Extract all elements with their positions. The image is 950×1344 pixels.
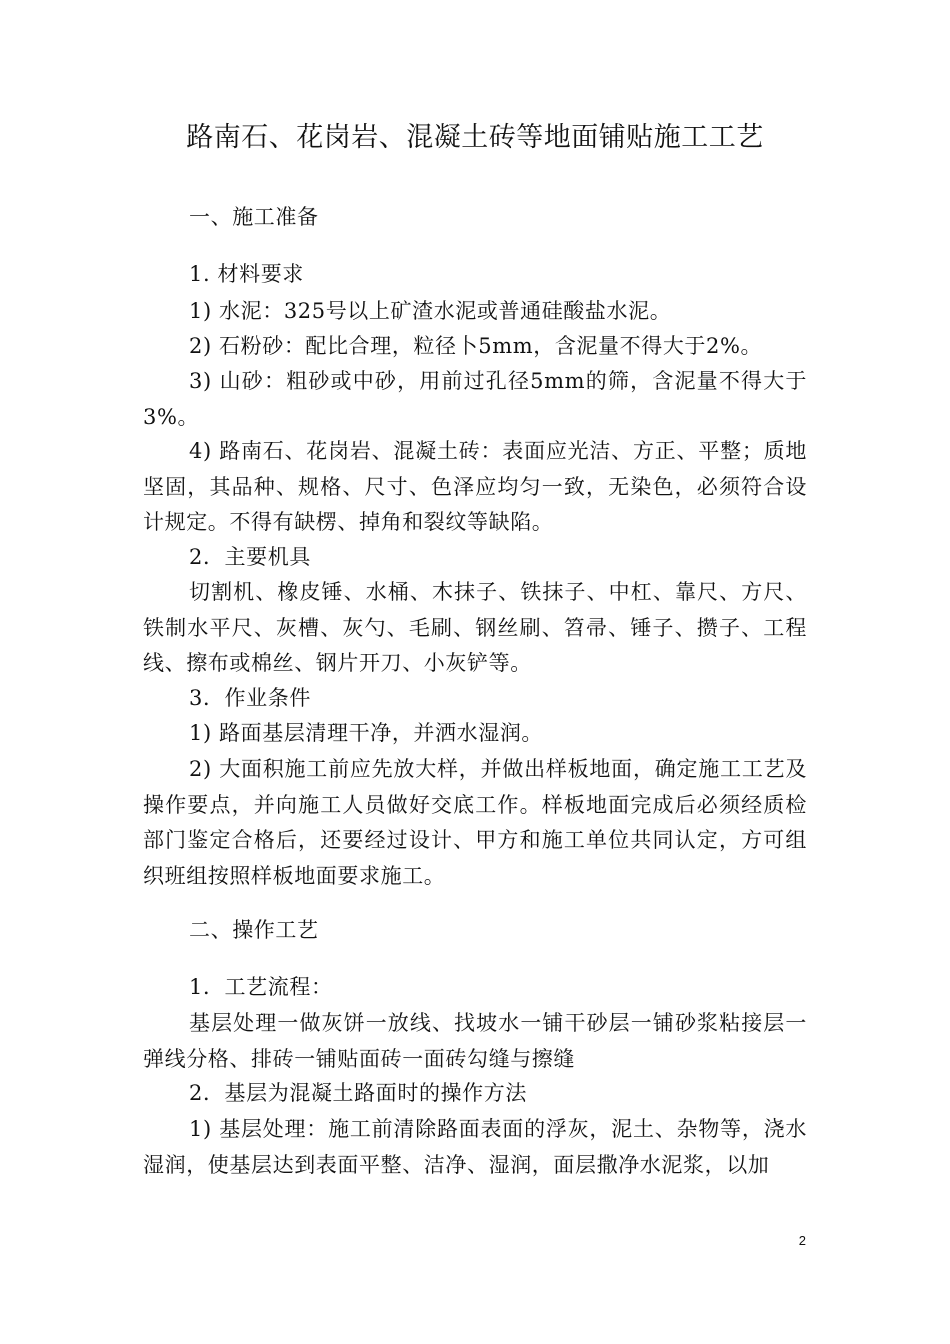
paragraph-base-cleaning: 1) 路面基层清理干净，并洒水湿润。 — [189, 721, 544, 745]
paragraph-stone-powder-sand: 2) 石粉砂：配比合理，粒径卜5mm，含泥量不得大于2%。 — [189, 334, 763, 358]
section-heading-operation: 二、操作工艺 — [189, 918, 319, 942]
paragraph-process-flow: 基层处理一做灰饼一放线、找坡水一铺干砂层一铺砂浆粘接层一弹线分格、排砖一铺贴面砖一面砖勾缝与擦缝 — [143, 1011, 807, 1071]
paragraph-base-treatment: 1) 基层处理：施工前清除路面表面的浮灰，泥土、杂物等，浇水湿润，使基层达到表面平整、洁净、湿润，面层撒净水泥浆，以加 — [143, 1117, 807, 1177]
section-heading-preparation: 一、施工准备 — [189, 205, 319, 229]
paragraph-mountain-sand: 3) 山砂：粗砂或中砂，用前过孔径5mm的筛，含泥量不得大于3%。 — [143, 369, 807, 429]
paragraph-cement: 1) 水泥：325号以上矿渣水泥或普通硅酸盐水泥。 — [189, 299, 672, 323]
subheading-concrete-base-method: 2．基层为混凝土路面时的操作方法 — [189, 1081, 527, 1105]
subheading-process-flow: 1．工艺流程： — [189, 975, 333, 999]
paragraph-stone-requirements: 4) 路南石、花岗岩、混凝土砖：表面应光洁、方正、平整；质地坚固，其品种、规格、尺寸、色泽应均匀一致，无染色，必须符合设计规定。不得有缺楞、掉角和裂纹等缺陷。 — [143, 439, 807, 534]
subheading-main-tools: 2．主要机具 — [189, 545, 311, 569]
document-title: 路南石、花岗岩、混凝土砖等地面铺贴施工工艺 — [186, 122, 764, 153]
subheading-work-conditions: 3．作业条件 — [189, 686, 311, 710]
page-number: 2 — [798, 1233, 806, 1248]
paragraph-tools-list: 切割机、橡皮锤、水桶、木抹子、铁抹子、中杠、靠尺、方尺、铁制水平尺、灰槽、灰勺、毛刷、钢丝刷、笤帚、锤子、攒子、工程线、擦布或棉丝、钢片开刀、小灰铲等。 — [143, 580, 807, 675]
paragraph-sample-floor: 2) 大面积施工前应先放大样，并做出样板地面，确定施工工艺及操作要点，并向施工人员做好交底工作。样板地面完成后必须经质检部门鉴定合格后，还要经过设计、甲方和施工单位共同认定，方可组织班组按照样板地面要求施工。 — [143, 757, 807, 888]
subheading-material-requirements: 1. 材料要求 — [189, 262, 304, 286]
